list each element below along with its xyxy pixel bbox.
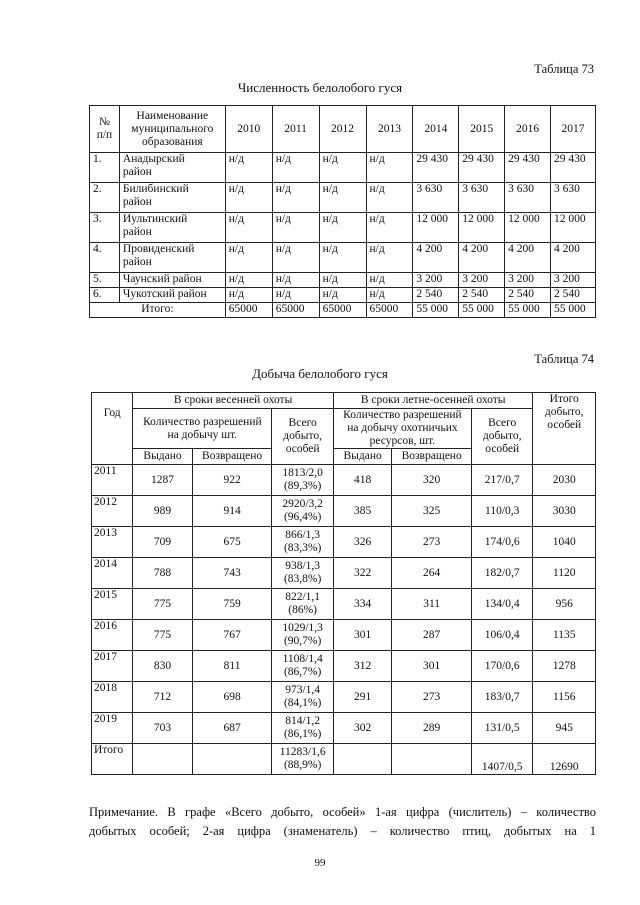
total-cell: 65000: [366, 303, 413, 318]
empty-cell: [392, 744, 472, 775]
summer-returned-cell: 264: [392, 558, 472, 589]
count-cell: н/д: [366, 273, 413, 288]
count-cell: 3 200: [551, 273, 596, 288]
count-cell: 29 430: [505, 153, 551, 183]
table-73-label: Таблица 73: [534, 62, 594, 76]
table-row: [92, 713, 596, 744]
spring-issued-cell: 989: [133, 496, 192, 527]
municipality-name: Провиденский район: [119, 243, 225, 273]
col-header-returned: Возвращено: [392, 449, 472, 465]
count-cell: 12 000: [551, 213, 596, 243]
spring-taken-cell: 822/1,1 (86%): [272, 589, 333, 620]
count-cell: н/д: [319, 183, 366, 213]
page-number: 99: [314, 857, 326, 869]
spring-taken-total: 11283/1,6 (88,9%): [272, 744, 333, 775]
table-74: [91, 392, 596, 775]
count-cell: н/д: [272, 213, 319, 243]
count-cell: 12 000: [413, 213, 459, 243]
total-taken-cell: 1278: [533, 651, 596, 682]
count-cell: н/д: [272, 288, 319, 303]
table-74-header-row: [92, 409, 596, 449]
count-cell: 4 200: [551, 243, 596, 273]
spring-taken-cell: 1108/1,4 (86,7%): [272, 651, 333, 682]
summer-taken-cell: 182/0,7: [471, 558, 532, 589]
summer-issued-cell: 326: [333, 527, 391, 558]
total-cell: 65000: [319, 303, 366, 318]
summer-issued-cell: 312: [333, 651, 391, 682]
summer-returned-cell: 311: [392, 589, 472, 620]
count-cell: н/д: [225, 288, 272, 303]
municipality-name: Чаунский район: [119, 273, 225, 288]
summer-taken-cell: 110/0,3: [471, 496, 532, 527]
year-cell: 2015: [92, 589, 133, 620]
total-taken-cell: 2030: [533, 465, 596, 496]
count-cell: н/д: [319, 243, 366, 273]
table-row: [90, 153, 596, 183]
count-cell: 2 540: [459, 288, 505, 303]
total-taken-cell: 1135: [533, 620, 596, 651]
summer-returned-cell: 325: [392, 496, 472, 527]
year-cell: 2011: [92, 465, 133, 496]
spring-returned-cell: 687: [192, 713, 272, 744]
table-row: [90, 213, 596, 243]
count-cell: н/д: [272, 153, 319, 183]
col-header-year: 2013: [366, 106, 413, 153]
spring-returned-cell: 698: [192, 682, 272, 713]
spring-issued-cell: 712: [133, 682, 192, 713]
spring-issued-cell: 775: [133, 589, 192, 620]
row-number: 3.: [90, 213, 120, 243]
count-cell: н/д: [319, 288, 366, 303]
total-cell: 55 000: [459, 303, 505, 318]
col-header-year: 2016: [505, 106, 551, 153]
year-cell: 2018: [92, 682, 133, 713]
count-cell: н/д: [225, 213, 272, 243]
col-header-returned: Возвращено: [192, 449, 272, 465]
count-cell: н/д: [366, 243, 413, 273]
table-74-label: Таблица 74: [534, 352, 594, 366]
count-cell: н/д: [225, 243, 272, 273]
year-cell: 2019: [92, 713, 133, 744]
col-header-num: № п/п: [90, 106, 120, 153]
table-row: [90, 243, 596, 273]
count-cell: н/д: [319, 213, 366, 243]
spring-issued-cell: 775: [133, 620, 192, 651]
table-row: [92, 496, 596, 527]
total-taken-cell: 1120: [533, 558, 596, 589]
table-row: [92, 527, 596, 558]
summer-returned-cell: 289: [392, 713, 472, 744]
row-number: 4.: [90, 243, 120, 273]
spring-taken-cell: 1813/2,0 (89,3%): [272, 465, 333, 496]
table-row: [92, 589, 596, 620]
spring-returned-cell: 759: [192, 589, 272, 620]
year-cell: 2017: [92, 651, 133, 682]
col-header-year: 2014: [413, 106, 459, 153]
row-number: 2.: [90, 183, 120, 213]
spring-issued-cell: 1287: [133, 465, 192, 496]
spring-returned-cell: 743: [192, 558, 272, 589]
table-row: [92, 465, 596, 496]
total-cell: 55 000: [505, 303, 551, 318]
row-number: 6.: [90, 288, 120, 303]
summer-returned-cell: 273: [392, 682, 472, 713]
count-cell: 2 540: [551, 288, 596, 303]
municipality-name: Иультинский район: [119, 213, 225, 243]
spring-taken-cell: 1029/1,3 (90,7%): [272, 620, 333, 651]
count-cell: 3 200: [459, 273, 505, 288]
count-cell: 29 430: [413, 153, 459, 183]
col-header-year: 2011: [272, 106, 319, 153]
col-header-issued: Выдано: [133, 449, 192, 465]
total-cell: 65000: [272, 303, 319, 318]
total-taken-cell: 945: [533, 713, 596, 744]
summer-taken-cell: 106/0,4: [471, 620, 532, 651]
count-cell: 3 630: [459, 183, 505, 213]
col-header-issued: Выдано: [333, 449, 391, 465]
summer-taken-cell: 131/0,5: [471, 713, 532, 744]
total-label: Итого:: [90, 303, 226, 318]
summer-returned-cell: 301: [392, 651, 472, 682]
summer-issued-cell: 385: [333, 496, 391, 527]
total-row: [90, 303, 596, 318]
spring-issued-cell: 788: [133, 558, 192, 589]
spring-issued-cell: 830: [133, 651, 192, 682]
count-cell: н/д: [225, 183, 272, 213]
total-cell: 65000: [225, 303, 272, 318]
total-row: [92, 744, 596, 775]
table-row: [92, 620, 596, 651]
summer-issued-cell: 418: [333, 465, 391, 496]
count-cell: 3 630: [551, 183, 596, 213]
col-header-year: 2010: [225, 106, 272, 153]
count-cell: 4 200: [505, 243, 551, 273]
count-cell: н/д: [366, 183, 413, 213]
table-74-header-row: [92, 393, 596, 409]
spring-taken-cell: 866/1,3 (83,3%): [272, 527, 333, 558]
count-cell: н/д: [272, 273, 319, 288]
spring-issued-cell: 703: [133, 713, 192, 744]
summer-returned-cell: 287: [392, 620, 472, 651]
empty-cell: [133, 744, 192, 775]
count-cell: 3 200: [413, 273, 459, 288]
count-cell: н/д: [366, 213, 413, 243]
count-cell: н/д: [319, 153, 366, 183]
col-header-summer-permits: Количество разрешений на добычу охотничьих ресурсов, шт.: [333, 409, 471, 449]
spring-returned-cell: 811: [192, 651, 272, 682]
year-cell: 2013: [92, 527, 133, 558]
summer-issued-cell: 334: [333, 589, 391, 620]
table-74-title: Добыча белолобого гуся: [252, 366, 388, 381]
col-header-summer: В сроки летне-осенней охоты: [333, 393, 533, 409]
col-header-name: Наименование муниципального образования: [119, 106, 225, 153]
summer-taken-cell: 217/0,7: [471, 465, 532, 496]
summer-taken-total: 1407/0,5: [471, 744, 532, 775]
row-number: 5.: [90, 273, 120, 288]
year-cell: 2014: [92, 558, 133, 589]
col-header-year: Год: [92, 393, 133, 465]
summer-issued-cell: 301: [333, 620, 391, 651]
count-cell: н/д: [366, 153, 413, 183]
col-header-total: Итого добыто, особей: [533, 393, 596, 465]
table-row: [90, 288, 596, 303]
summer-issued-cell: 291: [333, 682, 391, 713]
count-cell: 12 000: [459, 213, 505, 243]
count-cell: 12 000: [505, 213, 551, 243]
col-header-spring: В сроки весенней охоты: [133, 393, 334, 409]
col-header-year: 2015: [459, 106, 505, 153]
spring-returned-cell: 922: [192, 465, 272, 496]
table-row: [92, 682, 596, 713]
table-73: [89, 105, 596, 318]
summer-taken-cell: 170/0,6: [471, 651, 532, 682]
row-number: 1.: [90, 153, 120, 183]
empty-cell: [192, 744, 272, 775]
count-cell: 3 630: [505, 183, 551, 213]
municipality-name: Билибинский район: [119, 183, 225, 213]
summer-returned-cell: 273: [392, 527, 472, 558]
count-cell: н/д: [272, 243, 319, 273]
summer-taken-cell: 183/0,7: [471, 682, 532, 713]
spring-returned-cell: 767: [192, 620, 272, 651]
note-paragraph: [89, 803, 596, 841]
count-cell: 29 430: [551, 153, 596, 183]
count-cell: н/д: [225, 273, 272, 288]
table-row: [90, 273, 596, 288]
count-cell: н/д: [225, 153, 272, 183]
total-taken-cell: 956: [533, 589, 596, 620]
count-cell: н/д: [272, 183, 319, 213]
summer-issued-cell: 302: [333, 713, 391, 744]
spring-taken-cell: 938/1,3 (83,8%): [272, 558, 333, 589]
summer-taken-cell: 174/0,6: [471, 527, 532, 558]
table-row: [92, 558, 596, 589]
count-cell: н/д: [366, 288, 413, 303]
col-header-year: 2012: [319, 106, 366, 153]
count-cell: 3 630: [413, 183, 459, 213]
total-taken-cell: 1156: [533, 682, 596, 713]
total-cell: 55 000: [551, 303, 596, 318]
count-cell: 2 540: [505, 288, 551, 303]
year-cell: 2012: [92, 496, 133, 527]
year-cell: 2016: [92, 620, 133, 651]
municipality-name: Анадырский район: [119, 153, 225, 183]
count-cell: 2 540: [413, 288, 459, 303]
spring-returned-cell: 675: [192, 527, 272, 558]
total-label: Итого: [92, 744, 133, 775]
table-73-title: Численность белолобого гуся: [237, 80, 403, 95]
total-taken-cell: 3030: [533, 496, 596, 527]
spring-returned-cell: 914: [192, 496, 272, 527]
count-cell: 4 200: [459, 243, 505, 273]
total-taken-cell: 1040: [533, 527, 596, 558]
empty-cell: [333, 744, 391, 775]
municipality-name: Чукотский район: [119, 288, 225, 303]
summer-returned-cell: 320: [392, 465, 472, 496]
table-row: [90, 183, 596, 213]
spring-taken-cell: 2920/3,2 (96,4%): [272, 496, 333, 527]
note-line: Примечание. В графе «Всего добыто, особей» 1-ая цифра (числитель) – количество: [89, 805, 596, 819]
table-73-header-row: [90, 106, 596, 153]
grand-total: 12690: [533, 744, 596, 775]
spring-taken-cell: 973/1,4 (84,1%): [272, 682, 333, 713]
summer-issued-cell: 322: [333, 558, 391, 589]
summer-taken-cell: 134/0,4: [471, 589, 532, 620]
col-header-spring-taken: Всего добыто, особей: [272, 409, 333, 465]
table-row: [92, 651, 596, 682]
col-header-year: 2017: [551, 106, 596, 153]
total-cell: 55 000: [413, 303, 459, 318]
spring-taken-cell: 814/1,2 (86,1%): [272, 713, 333, 744]
count-cell: 4 200: [413, 243, 459, 273]
count-cell: 29 430: [459, 153, 505, 183]
count-cell: 3 200: [505, 273, 551, 288]
note-line: добытых особей; 2-ая цифра (знаменатель) – количество птиц, добытых на 1: [89, 824, 596, 838]
col-header-spring-permits: Количество разрешений на добычу шт.: [133, 409, 272, 449]
col-header-summer-taken: Всего добыто, особей: [471, 409, 532, 465]
spring-issued-cell: 709: [133, 527, 192, 558]
count-cell: н/д: [319, 273, 366, 288]
